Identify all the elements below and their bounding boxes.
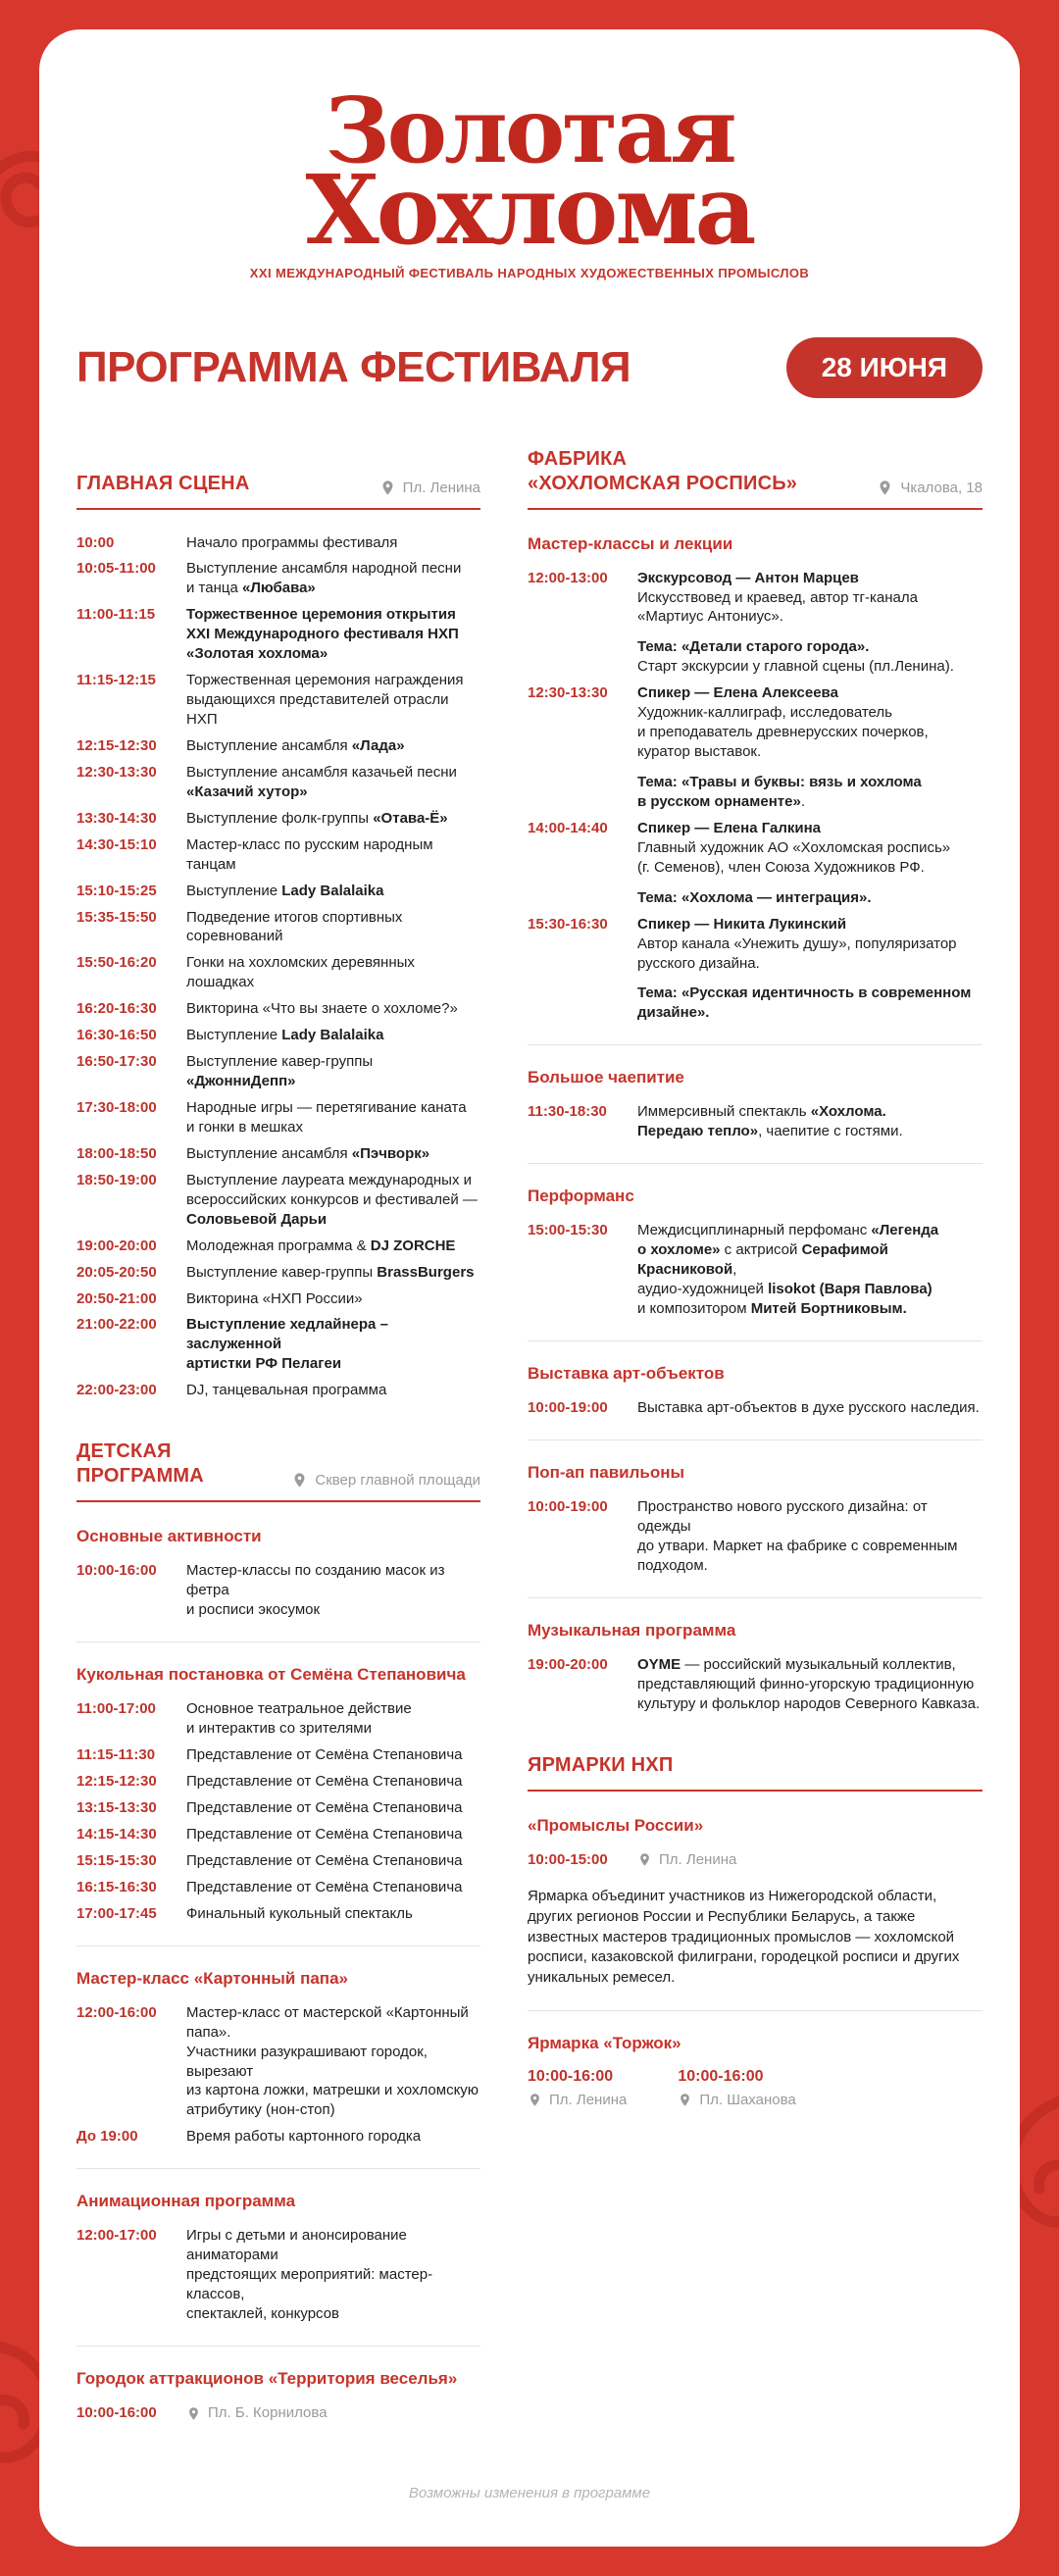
location-pin-icon — [291, 1472, 308, 1489]
event-time: 20:50-21:00 — [76, 1289, 157, 1307]
divider — [528, 1597, 983, 1598]
event-description: Гонки на хохломских деревянных лошадках — [186, 954, 415, 991]
event-time: 12:00-17:00 — [76, 2227, 157, 2245]
schedule-row — [76, 671, 480, 730]
event-time: 10:00-16:00 — [76, 2404, 157, 2422]
event-time: 12:15-12:30 — [76, 736, 157, 754]
event-time: 11:15-11:30 — [76, 1746, 156, 1764]
event-time: 13:15-13:30 — [76, 1798, 157, 1816]
event-time: 15:30-16:30 — [528, 915, 608, 933]
event-description: OYME — российский музыкальный коллектив, представляющий финно-угорскую традиционную культуру и фольклор народов Северного Кавказа. — [637, 1656, 981, 1712]
schedule-row — [528, 819, 983, 908]
event-text-block: Тема: «Детали старого города». Старт экскурсии у главной сцены (пл.Ленина). — [637, 638, 954, 676]
schedule-row — [76, 533, 480, 553]
schedule-row — [76, 1237, 480, 1256]
subsection-title: Ярмарка «Торжок» — [528, 2033, 681, 2052]
event-text-block: Экскурсовод — Антон Марцев Искусствовед и краевед, автор тг-канала «Мартиус Антониус». — [637, 569, 918, 626]
event-time: До 19:00 — [76, 2128, 138, 2146]
event-description: Выступление ансамбля народной песни и танца «Любава» — [186, 560, 462, 597]
event-description — [637, 683, 983, 812]
event-description: Основное театральное действие и интерактив со зрителями — [186, 1700, 412, 1738]
divider — [76, 1945, 480, 1946]
divider — [76, 2168, 480, 2169]
event-description: Выступление ансамбля «Пэчворк» — [186, 1144, 430, 1162]
divider — [528, 1044, 983, 1045]
event-time: 12:15-12:30 — [76, 1773, 157, 1791]
schedule-row — [76, 908, 480, 947]
event-description — [637, 1850, 983, 1873]
subsection-title: Выставка арт-объектов — [528, 1364, 725, 1384]
schedule-row — [76, 1026, 480, 1045]
event-time: 12:00-13:00 — [528, 569, 608, 586]
schedule-row — [528, 1850, 983, 1873]
event-description — [637, 569, 983, 678]
fair-slot — [678, 2068, 795, 2112]
event-time: 15:50-16:20 — [76, 954, 157, 972]
schedule-row — [528, 1655, 983, 1714]
location-label: Пл. Ленина — [402, 479, 480, 496]
event-time: 11:15-12:15 — [76, 672, 156, 689]
schedule-row — [528, 1102, 983, 1141]
event-time: 17:30-18:00 — [76, 1099, 157, 1117]
location-label: Пл. Ленина — [549, 2091, 628, 2108]
section-header — [528, 443, 983, 510]
festival-logo — [76, 77, 983, 280]
event-text-block: Тема: «Травы и буквы: вязь и хохлома в русском орнаменте». — [637, 774, 922, 810]
schedule-row — [528, 915, 983, 1024]
section-header — [76, 443, 480, 510]
schedule-row — [528, 1497, 983, 1576]
event-text-block: Спикер — Елена Алексеева Художник-каллиграф, исследователь и преподаватель древнерусских почерков, куратор выставок. — [637, 684, 929, 761]
subsection-title: Музыкальная программа — [528, 1620, 736, 1640]
subsection-title: Мастер-классы и лекции — [528, 533, 733, 553]
schedule-row — [76, 605, 480, 664]
schedule-row — [76, 1772, 480, 1792]
schedule-row — [76, 1878, 480, 1897]
schedule-row — [76, 1263, 480, 1283]
section-location — [379, 480, 480, 496]
event-description: Междисциплинарный перфоманс «Легенда о хохломе» с актрисой Серафимой Красниковой, аудио-художницей lisokot (Варя Павлова) и композитором Митей Бортниковым. — [637, 1222, 939, 1318]
location-pin-icon — [528, 2093, 542, 2107]
fair-slot — [528, 2068, 627, 2112]
event-description: Выступление Lady Balalaika — [186, 882, 384, 899]
event-time: 18:00-18:50 — [76, 1144, 157, 1162]
schedule-row — [528, 683, 983, 812]
schedule-row — [76, 1052, 480, 1091]
schedule-row — [76, 1315, 480, 1374]
location-pin-icon — [877, 480, 893, 496]
event-time: 13:30-14:30 — [76, 809, 157, 827]
event-time: 10:00-16:00 — [528, 2067, 614, 2085]
schedule-row — [76, 559, 480, 598]
event-time: 10:05-11:00 — [76, 560, 156, 578]
location-label: Пл. Шаханова — [699, 2091, 796, 2108]
event-description: Викторина «НХП России» — [186, 1289, 363, 1307]
event-time: 20:05-20:50 — [76, 1263, 157, 1281]
divider — [528, 1340, 983, 1341]
right-column — [528, 443, 983, 2119]
section-title: ГЛАВНАЯ СЦЕНА — [76, 472, 250, 494]
section-location — [186, 2403, 328, 2423]
location-pin-icon — [637, 1852, 652, 1867]
event-description: Иммерсивный спектакль «Хохлома. Передаю тепло», чаепитие с гостями. — [637, 1103, 903, 1140]
event-time: 14:30-15:10 — [76, 835, 157, 853]
event-time: 10:00-19:00 — [528, 1498, 608, 1516]
event-description — [637, 915, 983, 1024]
location-label: Сквер главной площади — [315, 1472, 480, 1490]
schedule-row — [76, 1699, 480, 1739]
event-time: 14:15-14:30 — [76, 1825, 157, 1843]
schedule-row — [76, 1904, 480, 1924]
event-description: Молодежная программа & DJ ZORCHE — [186, 1237, 456, 1254]
schedule-row — [76, 1851, 480, 1871]
event-description: Выступление Lady Balalaika — [186, 1027, 384, 1044]
event-time: 15:35-15:50 — [76, 908, 157, 926]
schedule-row — [76, 953, 480, 992]
divider — [76, 2346, 480, 2347]
event-time: 16:20-16:30 — [76, 1000, 157, 1018]
event-description: Выступление ансамбля «Лада» — [186, 736, 405, 754]
event-description: DJ, танцевальная программа — [186, 1382, 387, 1399]
subsection-title: Мастер-класс «Картонный папа» — [76, 1968, 348, 1988]
event-time: 14:00-14:40 — [528, 819, 608, 836]
event-description: Выступление хедлайнера – заслуженной артистки РФ Пелагеи — [186, 1316, 388, 1373]
schedule-row — [76, 835, 480, 875]
program-columns — [76, 443, 983, 2434]
schedule-row — [76, 2403, 480, 2426]
event-time: 11:30-18:30 — [528, 1103, 607, 1121]
location-label: Пл. Б. Корнилова — [208, 2404, 328, 2422]
section-header — [76, 1440, 480, 1502]
subsection-title: Кукольная постановка от Семёна Степановича — [76, 1665, 466, 1685]
event-time: 12:30-13:30 — [528, 684, 608, 702]
event-text-block: Тема: «Хохлома — интеграция». — [637, 888, 872, 906]
location-label: Чкалова, 18 — [900, 479, 983, 496]
schedule-row — [76, 999, 480, 1019]
schedule-row — [76, 763, 480, 802]
subsection-title: Основные активности — [76, 1527, 262, 1546]
event-time: 17:00-17:45 — [76, 1904, 157, 1922]
subsection-title: Большое чаепитие — [528, 1068, 684, 1087]
subsection-title: Анимационная программа — [76, 2192, 296, 2211]
event-time: 18:50-19:00 — [76, 1171, 157, 1188]
schedule-row — [528, 1221, 983, 1319]
location-pin-icon — [379, 480, 396, 496]
schedule-row — [76, 1381, 480, 1400]
schedule-row — [76, 1098, 480, 1137]
event-time: 12:30-13:30 — [76, 763, 157, 781]
event-time: 10:00-16:00 — [678, 2067, 764, 2085]
logo-subtitle: XXI МЕЖДУНАРОДНЫЙ ФЕСТИВАЛЬ НАРОДНЫХ ХУДОЖЕСТВЕННЫХ ПРОМЫСЛОВ — [249, 265, 810, 280]
logo-word-khokhloma: Хохлома — [305, 154, 754, 267]
event-description — [637, 819, 983, 908]
date-badge: 28 ИЮНЯ — [786, 337, 983, 398]
event-time: 10:00-15:00 — [528, 1850, 608, 1868]
event-description: Выступление кавер-группы «ДжонниДепп» — [186, 1053, 374, 1090]
event-description: Выступление ансамбля казачьей песни «Казачий хутор» — [186, 763, 457, 800]
location-pin-icon — [678, 2093, 692, 2107]
event-time: 11:00-11:15 — [76, 606, 156, 624]
event-time: 19:00-20:00 — [528, 1656, 608, 1674]
schedule-row — [528, 1398, 983, 1418]
event-time: 10:00 — [76, 533, 115, 551]
event-time: 11:00-17:00 — [76, 1700, 156, 1718]
subsection-title: «Промыслы России» — [528, 1815, 704, 1835]
schedule-row — [76, 1144, 480, 1164]
section-location — [678, 2092, 795, 2108]
event-text-block: Спикер — Елена Галкина Главный художник АО «Хохломская роспись» (г. Семенов), член Союза Художников РФ. — [637, 819, 951, 876]
event-time: 10:00-16:00 — [76, 1562, 157, 1580]
subsection-title: Поп-ап павильоны — [528, 1463, 685, 1483]
section-title: ФАБРИКА «ХОХЛОМСКАЯ РОСПИСЬ» — [528, 447, 798, 494]
schedule-row — [76, 1825, 480, 1844]
program-card — [39, 29, 1020, 2547]
event-description: Подведение итогов спортивных соревнований — [186, 908, 403, 945]
event-time: 16:50-17:30 — [76, 1053, 157, 1071]
location-label: Пл. Ленина — [659, 1850, 737, 1868]
event-description: Викторина «Что вы знаете о хохломе?» — [186, 1000, 458, 1018]
divider — [528, 1163, 983, 1164]
section-location — [637, 1850, 736, 1870]
event-text-block: Тема: «Русская идентичность в современном дизайне». — [637, 985, 972, 1022]
schedule-row — [76, 1289, 480, 1309]
event-description: Торжественная церемония награждения выдающихся представителей отрасли НХП — [186, 672, 464, 729]
footer-note: Возможны изменения в программе — [408, 2484, 651, 2501]
event-description: Мастер-класс по русским народным танцам — [186, 835, 433, 873]
event-description: Время работы картонного городка — [186, 2128, 422, 2146]
event-time: 21:00-22:00 — [76, 1316, 157, 1334]
schedule-row — [76, 809, 480, 829]
divider — [528, 2010, 983, 2011]
event-description: Представление от Семёна Степановича — [186, 1798, 463, 1816]
event-description: Выступление кавер-группы BrassBurgers — [186, 1263, 475, 1281]
schedule-row — [76, 2003, 480, 2121]
event-description: Пространство нового русского дизайна: от одежды до утвари. Маркет на фабрике с современным подходом. — [637, 1498, 958, 1575]
section-paragraph: Ярмарка объединит участников из Нижегородской области, других регионов России и Республики Беларусь, а также известных мастеров традиционных промыслов — хохломской росписи, казаковской филиграни, городецкой росписи и других уникальных ремесел. — [528, 1888, 960, 1987]
event-time: 16:15-16:30 — [76, 1878, 157, 1895]
section-title: ДЕТСКАЯ ПРОГРАММА — [76, 1440, 204, 1488]
event-description: Представление от Семёна Степановича — [186, 1746, 463, 1764]
event-description: Народные игры — перетягивание каната и гонки в мешках — [186, 1099, 467, 1136]
event-time: 10:00-19:00 — [528, 1399, 608, 1417]
event-time: 19:00-20:00 — [76, 1237, 157, 1254]
fair-schedule-row — [528, 2068, 983, 2112]
event-time: 12:00-16:00 — [76, 2003, 157, 2021]
event-description: Представление от Семёна Степановича — [186, 1773, 463, 1791]
schedule-row — [76, 2127, 480, 2147]
section-location — [877, 480, 983, 496]
left-column — [76, 443, 480, 2434]
event-description — [186, 2403, 480, 2426]
section-header — [528, 1753, 983, 1792]
program-header — [76, 337, 983, 398]
schedule-row — [76, 2226, 480, 2324]
schedule-row — [76, 1798, 480, 1818]
event-description: Начало программы фестиваля — [186, 533, 398, 551]
event-description: Выставка арт-объектов в духе русского наследия. — [637, 1399, 980, 1417]
schedule-row — [76, 1561, 480, 1620]
section-location — [291, 1472, 480, 1489]
subsection-title: Городок аттракционов «Территория веселья» — [76, 2369, 458, 2389]
event-time: 15:00-15:30 — [528, 1222, 608, 1239]
schedule-row — [528, 569, 983, 678]
event-description: Мастер-класс от мастерской «Картонный папа». Участники разукрашивают городок, вырезают из картона ложки, матрешки и хохломскую атрибутику (нон-стоп) — [186, 2003, 479, 2119]
event-description: Мастер-классы по созданию масок из фетра и росписи экосумок — [186, 1562, 445, 1619]
schedule-row — [76, 1171, 480, 1230]
event-time: 16:30-16:50 — [76, 1027, 157, 1044]
event-time: 15:10-15:25 — [76, 882, 157, 899]
event-description: Выступление лауреата международных и всероссийских конкурсов и фестивалей — Соловьевой Дарьи — [186, 1171, 478, 1228]
logo-word-zolotaya: Золотая — [325, 77, 734, 183]
event-description: Финальный кукольный спектакль — [186, 1904, 413, 1922]
event-description: Торжественное церемония открытия XXI Международного фестиваля НХП «Золотая хохлома» — [186, 606, 459, 663]
section-title: ЯРМАРКИ НХП — [528, 1753, 674, 1776]
event-time: 22:00-23:00 — [76, 1382, 157, 1399]
schedule-row — [76, 1745, 480, 1765]
page-title: ПРОГРАММА ФЕСТИВАЛЯ — [76, 342, 631, 391]
event-time: 15:15-15:30 — [76, 1851, 157, 1869]
section-location — [528, 2092, 627, 2108]
location-pin-icon — [186, 2406, 201, 2421]
subsection-title: Перформанс — [528, 1187, 634, 1206]
event-description: Представление от Семёна Степановича — [186, 1851, 463, 1869]
event-description: Выступление фолк-группы «Отава-Ё» — [186, 809, 448, 827]
event-text-block: Спикер — Никита Лукинский Автор канала «Унежить душу», популяризатор русского дизайна. — [637, 915, 957, 972]
schedule-row — [76, 736, 480, 756]
schedule-row — [76, 882, 480, 901]
event-description: Представление от Семёна Степановича — [186, 1825, 463, 1843]
event-description: Представление от Семёна Степановича — [186, 1878, 463, 1895]
event-description: Игры с детьми и анонсирование аниматорами предстоящих мероприятий: мастер-классов, спектаклей, конкурсов — [186, 2227, 433, 2323]
